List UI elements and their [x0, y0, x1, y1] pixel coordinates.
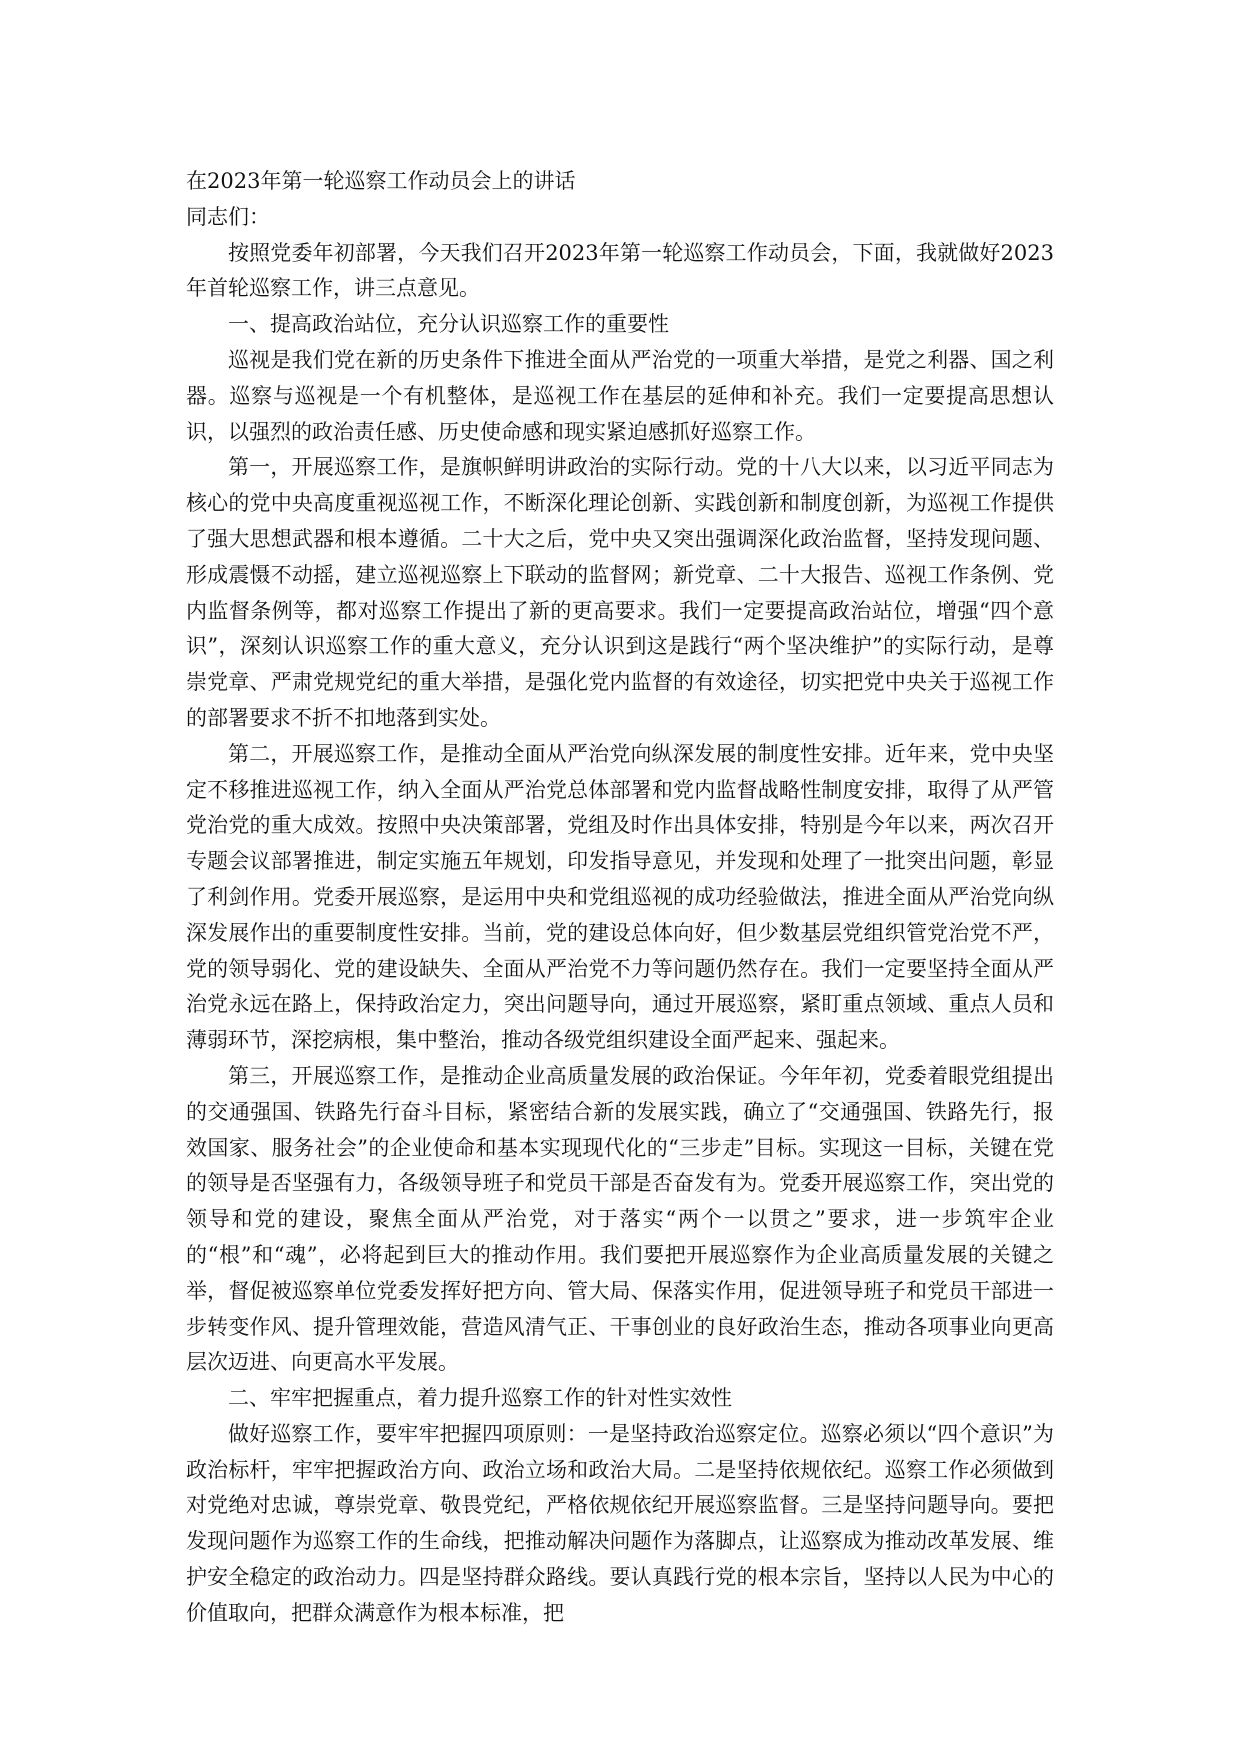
paragraph-inspection-importance: 巡视是我们党在新的历史条件下推进全面从严治党的一项重大举措，是党之利器、国之利器。巡察与巡视是一个有机整体，是巡视工作在基层的延伸和补充。我们一定要提高思想认识，以强烈的政治责任感、历史使命感和现实紧迫感抓好巡察工作。: [186, 347, 1054, 444]
document-title: 在2023年第一轮巡察工作动员会上的讲话: [186, 169, 576, 193]
salutation: 同志们：: [186, 204, 270, 229]
paragraph-third-point: 第三，开展巡察工作，是推动企业高质量发展的政治保证。今年年初，党委着眼党组提出的交通强国、铁路先行奋斗目标，紧密结合新的发展实践，确立了“交通强国、铁路先行，报效国家、服务社会”的企业使命和基本实现现代化的“三步走”目标。实现这一目标，关键在党的领导是否坚强有力，各级领导班子和党员干部是否奋发有为。党委开展巡察工作，突出党的领导和党的建设，聚焦全面从严治党，对于落实“两个一以贯之”要求，进一步筑牢企业的“根”和“魂”，必将起到巨大的推动作用。我们要把开展巡察作为企业高质量发展的关键之举，督促被巡察单位党委发挥好把方向、管大局、保落实作用，促进领导班子和党员干部进一步转变作风、提升管理效能，营造风清气正、干事创业的良好政治生态，推动各项事业向更高层次迈进、向更高水平发展。: [186, 1063, 1054, 1375]
section-heading-2: 二、牢牢把握重点，着力提升巡察工作的针对性实效性: [228, 1386, 732, 1411]
paragraph-four-principles: 做好巡察工作，要牢牢把握四项原则：一是坚持政治巡察定位。巡察必须以“四个意识”为政治标杆，牢牢把握政治方向、政治立场和政治大局。二是坚持依规依纪。巡察工作必须做到对党绝对忠诚，尊崇党章、敬畏党纪，严格依规依纪开展巡察监督。三是坚持问题导向。要把发现问题作为巡察工作的生命线，把推动解决问题作为落脚点，让巡察成为推动改革发展、维护安全稳定的政治动力。四是坚持群众路线。要认真践行党的根本宗旨，坚持以人民为中心的价值取向，把群众满意作为根本标准，把: [186, 1421, 1054, 1625]
paragraph-second-point: 第二，开展巡察工作，是推动全面从严治党向纵深发展的制度性安排。近年来，党中央坚定不移推进巡视工作，纳入全面从严治党总体部署和党内监督战略性制度安排，取得了从严管党治党的重大成效。按照中央决策部署，党组及时作出具体安排，特别是今年以来，两次召开专题会议部署推进，制定实施五年规划，印发指导意见，并发现和处理了一批突出问题，彰显了利剑作用。党委开展巡察，是运用中央和党组巡视的成功经验做法，推进全面从严治党向纵深发展作出的重要制度性安排。当前，党的建设总体向好，但少数基层党组织管党治党不严，党的领导弱化、党的建设缺失、全面从严治党不力等问题仍然存在。我们一定要坚持全面从严治党永远在路上，保持政治定力，突出问题导向，通过开展巡察，紧盯重点领域、重点人员和薄弱环节，深挖病根，集中整治，推动各级党组织建设全面严起来、强起来。: [186, 741, 1054, 1053]
document-page: [186, 164, 1054, 1632]
section-heading-1: 一、提高政治站位，充分认识巡察工作的重要性: [228, 312, 669, 337]
paragraph-intro: 按照党委年初部署，今天我们召开2023年第一轮巡察工作动员会，下面，我就做好2023年首轮巡察工作，讲三点意见。: [186, 240, 1054, 301]
paragraph-first-point: 第一，开展巡察工作，是旗帜鲜明讲政治的实际行动。党的十八大以来，以习近平同志为核心的党中央高度重视巡视工作，不断深化理论创新、实践创新和制度创新，为巡视工作提供了强大思想武器和根本遵循。二十大之后，党中央又突出强调深化政治监督，坚持发现问题、形成震慑不动摇，建立巡视巡察上下联动的监督网；新党章、二十大报告、巡视工作条例、党内监督条例等，都对巡察工作提出了新的更高要求。我们一定要提高政治站位，增强“四个意识”，深刻认识巡察工作的重大意义，充分认识到这是践行“两个坚决维护”的实际行动，是尊崇党章、严肃党规党纪的重大举措，是强化党内监督的有效途径，切实把党中央关于巡视工作的部署要求不折不扣地落到实处。: [186, 455, 1054, 730]
